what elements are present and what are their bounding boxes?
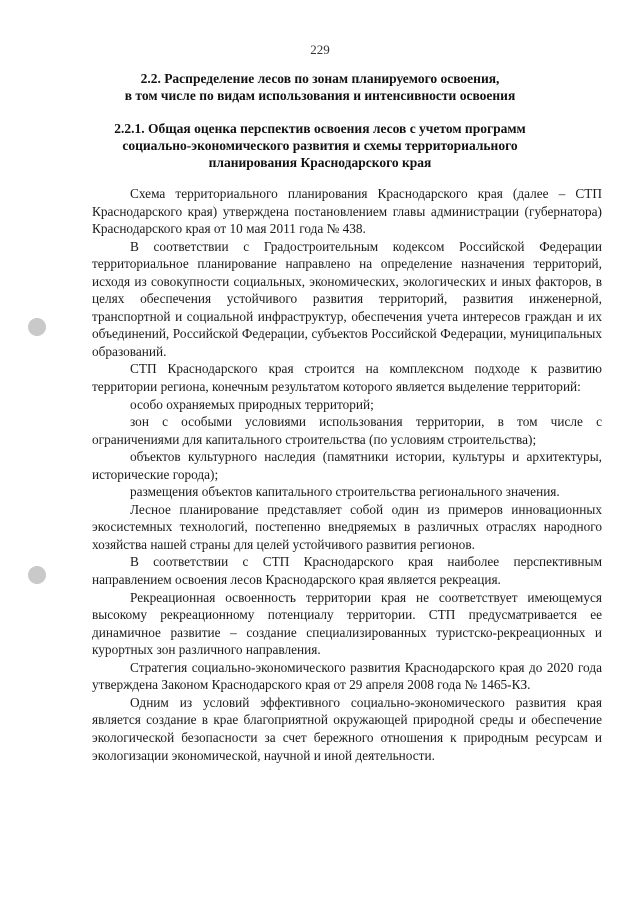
section-heading-line: в том числе по видам использования и интенсивности освоения [124, 88, 516, 103]
paragraph: Лесное планирование представляет собой один из примеров инновационных экосистемных технологий, постепенно внедряемых в различных отраслях народного хозяйства нашей страны для целей устойчивого развития регионов. [92, 501, 602, 552]
subsection-heading [100, 120, 540, 171]
list-item: особо охраняемых природных территорий; [130, 396, 374, 412]
list-item: размещения объектов капитального строительства регионального значения. [130, 484, 560, 500]
subsection-heading-line: планирования Краснодарского края [208, 155, 432, 170]
section-heading [100, 70, 540, 104]
paragraph: В соответствии с Градостроительным кодексом Российской Федерации территориальное планирование направлено на определение назначения территорий, исходя из совокупности социальных, экономических, экологических и иных факторов, в целях обеспечения устойчивого развития территорий, развития инженерной, транспортной и социальной инфраструктур, обеспечения учета интересов граждан и их объединений, Российской Федерации, субъектов Российской Федерации, муниципальных образований. [92, 238, 602, 359]
paragraph: Схема территориального планирования Краснодарского края (далее – СТП Краснодарского края) утверждена постановлением главы администрации (губернатора) Краснодарского края от 10 мая 2011 года № 438. [92, 186, 602, 237]
paragraph: Стратегия социально-экономического развития Краснодарского края до 2020 года утверждена Законом Краснодарского края от 29 апреля 2008 года № 1465-КЗ. [92, 659, 602, 693]
body-text [92, 185, 602, 764]
binder-hole-mark [28, 318, 46, 336]
section-heading-line: 2.2. Распределение лесов по зонам планируемого освоения, [140, 71, 500, 86]
subsection-heading-line: социально-экономического развития и схемы территориального [122, 138, 518, 153]
paragraph: СТП Краснодарского края строится на комплексном подходе к развитию территории региона, конечным результатом которого является выделение территорий: [92, 361, 602, 395]
paragraph: Рекреационная освоенность территории края не соответствует имеющемуся высокому рекреационному потенциалу территории. СТП предусматривается ее динамичное развитие – создание специализированных туристско-рекреационных и курортных зон различного направления. [92, 589, 602, 658]
subsection-heading-line: 2.2.1. Общая оценка перспектив освоения лесов с учетом программ [114, 121, 526, 136]
list-item: объектов культурного наследия (памятники истории, культуры и архитектуры, исторические города); [92, 449, 602, 482]
paragraph: В соответствии с СТП Краснодарского края наиболее перспективным направлением освоения лесов Краснодарского края является рекреация. [92, 554, 602, 588]
binder-hole-mark [28, 566, 46, 584]
paragraph: Одним из условий эффективного социально-экономического развития края является создание в крае благоприятной окружающей природной среды и обеспечение экологической безопасности за счет бережного отношения к природным ресурсам и экологизации экономической, научной и иной деятельности. [92, 694, 602, 763]
list-item: зон с особыми условиями использования территории, в том числе с ограничениями для капитального строительства (по условиям строительства); [92, 414, 602, 447]
page-number: 229 [310, 42, 330, 57]
